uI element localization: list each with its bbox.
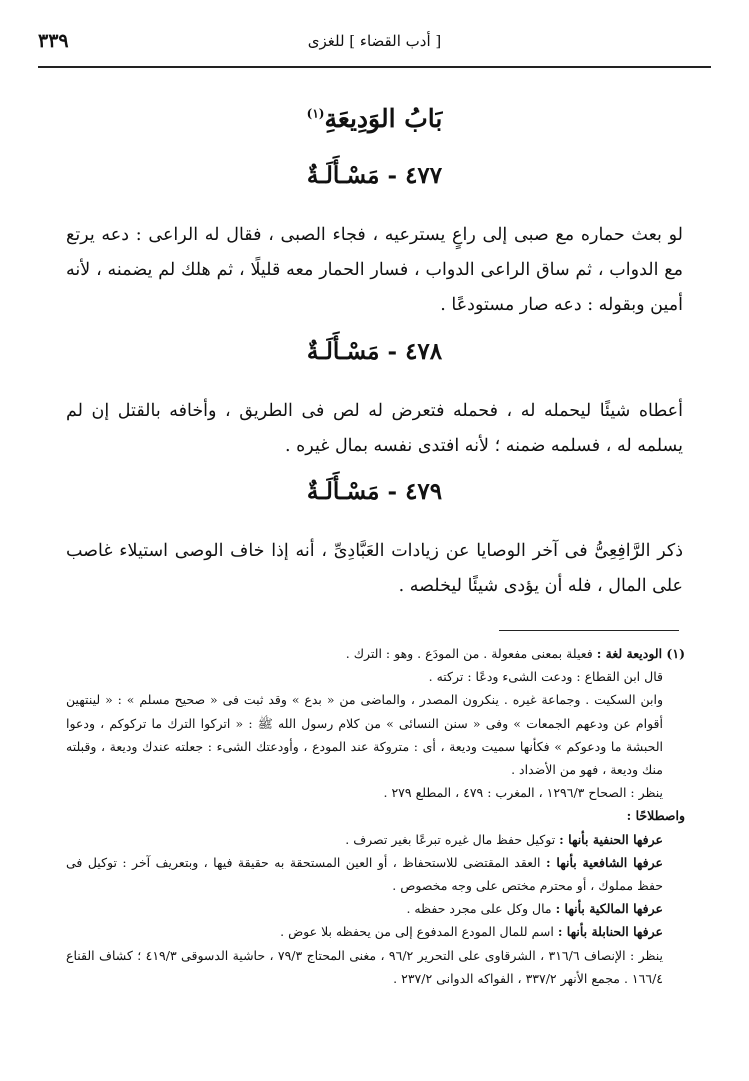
footnote-line: قال ابن القطاع : ودعت الشىء ودعًا : تركته . [428,669,663,685]
issue-heading: ٤٧٧ - مَسْـأَلَـةٌ [306,162,443,189]
footnote-text: فعيلة بمعنى مفعولة . من المودَع . وهو : الترك . [345,646,593,661]
issue-text: أعطاه شيئًا ليحمله له ، فحمله فتعرض له لص فى الطريق ، وأخافه بالقتل إن لم يسلمه له ، فسلمه ضمنه ؛ لأنه افتدى نفسه بمال غيره . [66,401,683,456]
footnote-line: وابن السكيت . وجماعة غيره . ينكرون المصدر ، والماضى من « بدع » وقد ثبت فى « صحيح مسلم » : « لينتهين أقوام عن ودعهم الجمعات » وفى « سنن النسائى » من كلام رسول الله ﷺ : « اتركوا الترك ما تركوكم ، ودعوا الحبشة ما ودعوكم » فكأنها سميت وديعة ، أى : متروكة عند المودع ، وأودعتك الشىء : جعلته عندك وديعة ، وقبلته منك وديعة ، فهو من الأضداد . [66,692,663,778]
footnote-label: عرفها الحنفية بأنها : [559,831,663,847]
issue-heading: ٤٧٩ - مَسْـأَلَـةٌ [306,478,443,505]
page-number: ٣٣٩ [38,30,69,52]
footnote-line: ينظر : الصحاح ١٢٩٦/٣ ، المغرب : ٤٧٩ ، المطلع ٢٧٩ . [383,785,663,801]
footnote-label: عرفها المالكية بأنها : [555,901,663,917]
footnote-line [66,897,685,920]
issue-text: لو بعث حماره مع صبى إلى راعٍ يسترعيه ، فجاء الصبى ، فقال له الراعى : دعه يرتع مع الدواب ، ثم ساق الراعى الدواب ، فسار الحمار معه قليلًا ، ثم هلك لم يضمنه ، لأنه أمين وبقوله : دعه صار مستودعًا . [66,225,683,315]
footnote-line: ينظر : الإنصاف ٣١٦/٦ ، الشرقاوى على التحرير ٩٦/٢ ، مغنى المحتاج ٧٩/٣ ، حاشية الدسوقى ٤١٩/٣ ؛ كشاف القناع ١٦٦/٤ . مجمع الأنهر ٣٣٧/٢ ، الفواكه الدوانى ٢٣٧/٢ . [66,947,663,986]
footnote-text: توكيل حفظ مال غيره تبرعًا بغير تصرف . [345,831,556,847]
footnote-divider [499,630,679,631]
footnote-text: العقد المقتضى للاستحفاظ ، أو العين المستحقة به حقيقة فيها ، وبتعريف آخر : توكيل فى حفظ مملوك ، أو محترم مختص على وجه مخصوص . [66,854,663,894]
footnote-line [66,804,685,827]
chapter-title-text: بَابُ الوَدِيعَةِ [324,104,443,133]
footnote-line [66,851,685,897]
footnote-label: واصطلاحًا : [626,808,685,824]
footnote-line [66,828,685,851]
footnote-label: (١) الوديعة لغة : [596,646,685,661]
footnote-line [66,642,685,665]
chapter-title [0,104,749,133]
issue-text: ذكر الرَّافِعِىُّ فى آخر الوصايا عن زيادات العَبَّادِىِّ ، أنه إذا خاف الوصى استيلاء غاصب على المال ، فله أن يؤدى شيئًا ليخلصه . [66,541,683,596]
footnote-text: مال وكل على مجرد حفظه . [406,901,552,917]
footnote-label: عرفها الحنابلة بأنها : [557,924,663,940]
page-header [38,26,711,68]
footnote-text: اسم للمال المودع المدفوع إلى من يحفظه بلا عوض . [280,924,554,940]
running-title: [ أدب القضاء ] للغزى [307,32,442,50]
issue-heading: ٤٧٨ - مَسْـأَلَـةٌ [306,338,443,365]
footnote-label: عرفها الشافعية بأنها : [545,854,663,870]
footnote-line [66,920,685,943]
footnotes [66,642,685,990]
footnote-ref: (١) [306,106,325,121]
